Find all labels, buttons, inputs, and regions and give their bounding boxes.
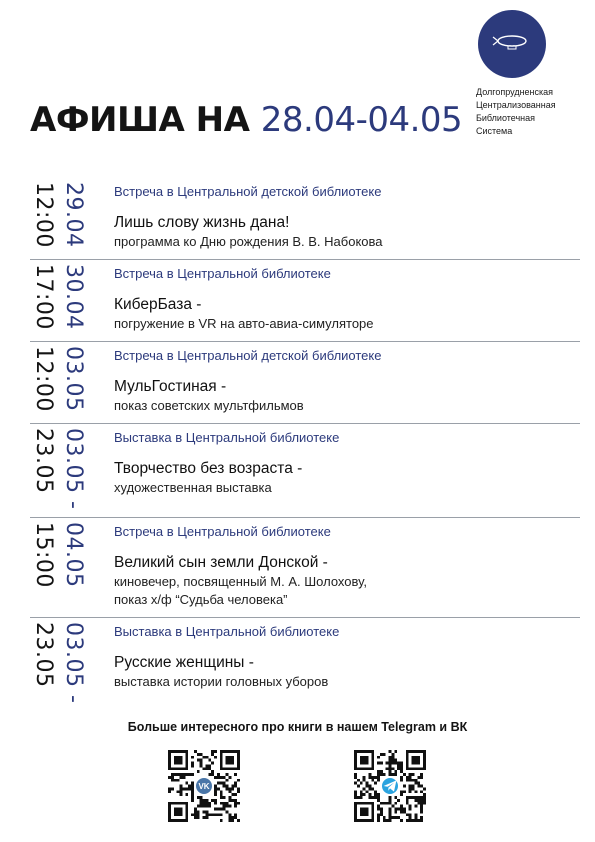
org-line: Система [476,126,513,136]
event-time: 15:00 [31,522,56,588]
event-venue: Встреча в Центральной детской библиотеке [114,348,382,363]
description-line: программа ко Дню рождения В. В. Набокова [114,234,383,249]
event-date: 04.05 [61,522,86,588]
event-row [30,518,580,618]
event-description [114,233,574,251]
event-date: 03.05 - [61,428,86,510]
description-line: показ х/ф “Судьба человека” [114,592,288,607]
event-row [30,424,580,518]
event-description [114,573,574,609]
vk-icon: VK [194,776,214,796]
event-title: КиберБаза - [114,296,202,313]
event-title: Русские женщины - [114,654,254,671]
event-venue: Выставка в Центральной библиотеке [114,430,340,445]
event-title: МульГостиная - [114,378,227,395]
title-prefix: АФИША НА [30,100,261,140]
event-time: 17:00 [31,264,56,330]
event-description [114,479,574,497]
telegram-qr-code[interactable] [354,750,426,822]
title-dates: 28.04-04.05 [260,100,463,140]
footer-text: Больше интересного про книги в нашем Telegram и ВК [127,720,468,734]
event-title: Творчество без возраста - [114,460,303,477]
vk-qr-code[interactable] [168,750,240,822]
event-time: 12:00 [31,182,56,248]
event-time: 23.05 [31,622,56,688]
event-date: 03.05 - [61,622,86,704]
event-venue: Встреча в Центральной библиотеке [114,266,331,281]
event-description [114,673,574,691]
event-title: Великий сын земли Донской - [114,554,328,571]
organization-name [476,86,591,138]
event-date: 30.04 [61,264,86,330]
org-line: Централизованная [476,100,556,110]
page-title [30,100,462,140]
event-time: 12:00 [31,346,56,412]
event-venue: Встреча в Центральной библиотеке [114,524,331,539]
event-row [30,618,580,708]
telegram-icon [380,776,400,796]
event-row [30,342,580,424]
org-line: Долгопрудненская [476,87,554,97]
event-date: 03.05 [61,346,86,412]
description-line: киновечер, посвященный М. А. Шолохову, [114,574,367,589]
event-row [30,178,580,260]
description-line: выставка истории головных уборов [114,674,329,689]
event-description [114,315,574,333]
description-line: художественная выставка [114,480,272,495]
event-date: 29.04 [61,182,86,248]
event-time: 23.05 [31,428,56,494]
description-line: погружение в VR на авто-авиа-симуляторе [114,316,374,331]
airship-icon [492,33,532,53]
library-logo [478,10,546,78]
org-line: Библиотечная [476,113,536,123]
event-title: Лишь слову жизнь дана! [114,214,290,231]
event-description [114,397,574,415]
event-venue: Встреча в Центральной детской библиотеке [114,184,382,199]
description-line: показ советских мультфильмов [114,398,304,413]
event-venue: Выставка в Центральной библиотеке [114,624,340,639]
event-row [30,260,580,342]
